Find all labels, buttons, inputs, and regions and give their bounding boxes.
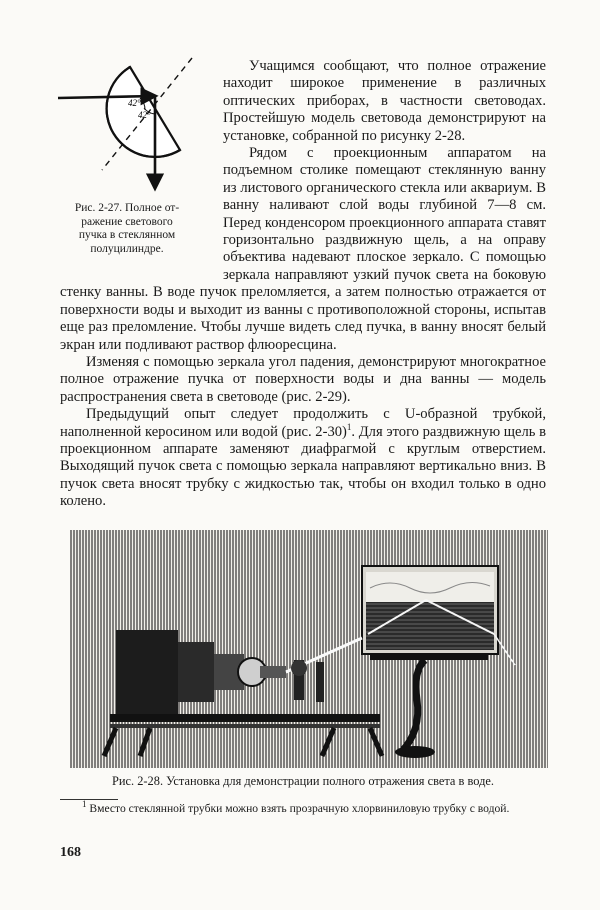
caption-line: пучка в стеклянном <box>78 229 176 241</box>
footnote <box>60 799 546 816</box>
caption-line: ражение светового <box>81 215 173 228</box>
paragraph: Изменяя с помощью зеркала угол падения, демонстрируют многократное полное отражение пучка от поверхности воды и дна ванны — модель распространения света в световоде (рис. 2-29). <box>60 353 546 405</box>
footnote-ref: 1 <box>346 421 352 432</box>
figure-2-28-caption: Рис. 2-28. Установка для демонстрации полного отражения света в воде. <box>112 774 494 788</box>
paragraph: Учащимся сообщают, что полное отражение находит широкое применение в различных оптических приборах, в частности световодах. Простейшую модель световода демонстрируют на установке, собранной по рисунку 2-28. <box>223 58 546 144</box>
footnote-divider <box>60 799 118 800</box>
figure-2-28-illustration <box>70 530 548 768</box>
aquarium <box>362 566 515 665</box>
paragraph-text: . Для этого раздвижную щель в проекционном аппарате заменяют диафрагмой с круглым отверстием. Выходящий пучок света с помощью зеркала направляют вертикально вниз. В пучок света вносят трубку с жидкостью так, чтобы он входил только в одно колено. <box>60 423 546 510</box>
footnote-marker: 1 <box>82 799 87 810</box>
paragraph: Рядом с проекционным аппаратом на подъемном столике помещают стеклянную ванну из листового органического стекла или аквариум. В ванну наливают слой воды глубиной 7—8 см. Перед конденсором проекционного аппарата ставят горизонтально раздвижную щель, а на оправу объектива надевают плоское зеркало. С помощью зеркала направляют узкий пучок света на боковую стенку ванны. В воде пучок преломляется, а затем полностью отражается от поверхности воды и выходит из ванны с противоположной стороны, испытав еще раз преломление. Чтобы лучше видеть след пучка, в ванну вносят белый экран или подливают раствор флюоресцина. <box>60 145 546 353</box>
caption-line: полуцилиндре. <box>90 242 164 255</box>
caption-line: Рис. 2-27. Полное от- <box>74 202 180 214</box>
body-text <box>60 58 546 511</box>
angle-label-1: 42° <box>128 98 141 108</box>
page-number: 168 <box>60 845 81 860</box>
paragraph-text: Предыдущий опыт следует продолжить с U-образной трубкой, наполненной керосином или водой (рис. 2-30) <box>60 406 546 440</box>
paragraph <box>60 406 546 510</box>
angle-label-2: 42° <box>138 110 151 120</box>
footnote-text: Вместо стеклянной трубки можно взять прозрачную хлорвиниловую трубку с водой. <box>89 802 510 815</box>
